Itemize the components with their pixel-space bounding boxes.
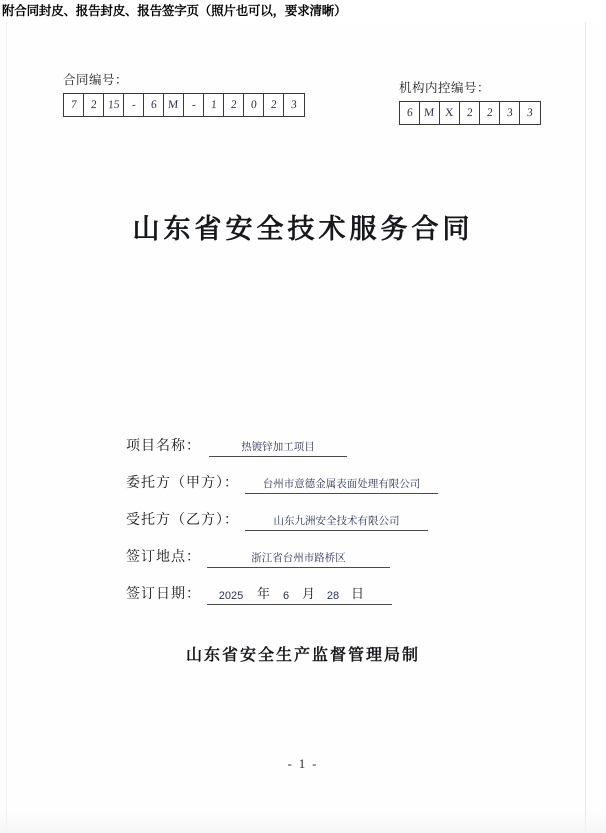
signing-date-trailing-rule bbox=[366, 590, 392, 605]
internal-control-number-cell: 3 bbox=[500, 102, 520, 124]
internal-control-number-boxes bbox=[399, 101, 541, 125]
contract-number-cell: 15 bbox=[104, 94, 124, 116]
party-a-label: 委托方（甲方）： bbox=[126, 476, 239, 491]
issuing-authority: 山东省安全生产监督管理局制 bbox=[185, 647, 420, 664]
contract-number-cell: 1 bbox=[204, 94, 224, 116]
contract-number-cell: 6 bbox=[144, 94, 164, 116]
page-bottom-shadow bbox=[0, 809, 606, 833]
internal-control-number-label: 机构内控编号： bbox=[399, 81, 491, 95]
scanned-document-page bbox=[0, 22, 606, 833]
signing-place-value: 浙江省台州市路桥区 bbox=[207, 550, 390, 568]
contract-number-boxes bbox=[63, 93, 305, 117]
signing-date-value bbox=[207, 583, 392, 605]
page-left-edge bbox=[6, 22, 7, 833]
party-b-row bbox=[126, 494, 526, 531]
internal-control-number-field bbox=[399, 78, 541, 125]
contract-number-cell: - bbox=[124, 94, 144, 116]
signing-date-day-unit: 日 bbox=[349, 583, 366, 605]
party-b-value: 山东九洲安全技术有限公司 bbox=[245, 513, 428, 531]
party-a-value: 台州市意德金属表面处理有限公司 bbox=[245, 476, 438, 494]
contract-info-block bbox=[126, 420, 526, 605]
page-right-edge bbox=[585, 22, 586, 833]
contract-number-field bbox=[63, 70, 305, 117]
signing-date-row bbox=[126, 568, 526, 605]
contract-number-cell: 2 bbox=[84, 94, 104, 116]
project-name-row bbox=[126, 420, 526, 457]
project-name-value: 热镀锌加工项目 bbox=[209, 439, 347, 457]
internal-control-number-cell: M bbox=[420, 102, 440, 124]
signing-date-year-unit: 年 bbox=[255, 583, 272, 605]
internal-control-number-cell: X bbox=[440, 102, 460, 124]
annotation-banner: 附合同封皮、报告封皮、报告签字页（照片也可以，要求清晰） bbox=[2, 4, 347, 18]
internal-control-number-cell: 6 bbox=[400, 102, 420, 124]
signing-place-label: 签订地点： bbox=[126, 550, 201, 565]
contract-number-cell: 3 bbox=[290, 98, 298, 112]
contract-number-label: 合同编号： bbox=[63, 73, 129, 87]
internal-control-number-cell: 3 bbox=[526, 106, 534, 120]
signing-place-row bbox=[126, 531, 526, 568]
project-name-label: 项目名称： bbox=[126, 439, 201, 454]
signing-date-day: 28 bbox=[317, 590, 349, 605]
signing-date-month: 6 bbox=[272, 590, 300, 605]
contract-number-cell: 7 bbox=[64, 94, 84, 116]
document-title: 山东省安全技术服务合同 bbox=[132, 214, 474, 244]
party-b-label: 受托方（乙方）： bbox=[126, 513, 239, 528]
internal-control-number-cell: 2 bbox=[460, 102, 480, 124]
contract-number-cell: 2 bbox=[264, 94, 284, 116]
page-number: - 1 - bbox=[287, 757, 319, 771]
signing-date-year: 2025 bbox=[207, 590, 255, 605]
contract-number-cell: 2 bbox=[224, 94, 244, 116]
signing-date-label: 签订日期： bbox=[126, 587, 201, 602]
contract-number-cell: - bbox=[184, 94, 204, 116]
party-a-row bbox=[126, 457, 526, 494]
contract-number-cell: 0 bbox=[244, 94, 264, 116]
signing-date-month-unit: 月 bbox=[300, 583, 317, 605]
contract-number-cell: M bbox=[164, 94, 184, 116]
internal-control-number-cell: 2 bbox=[480, 102, 500, 124]
